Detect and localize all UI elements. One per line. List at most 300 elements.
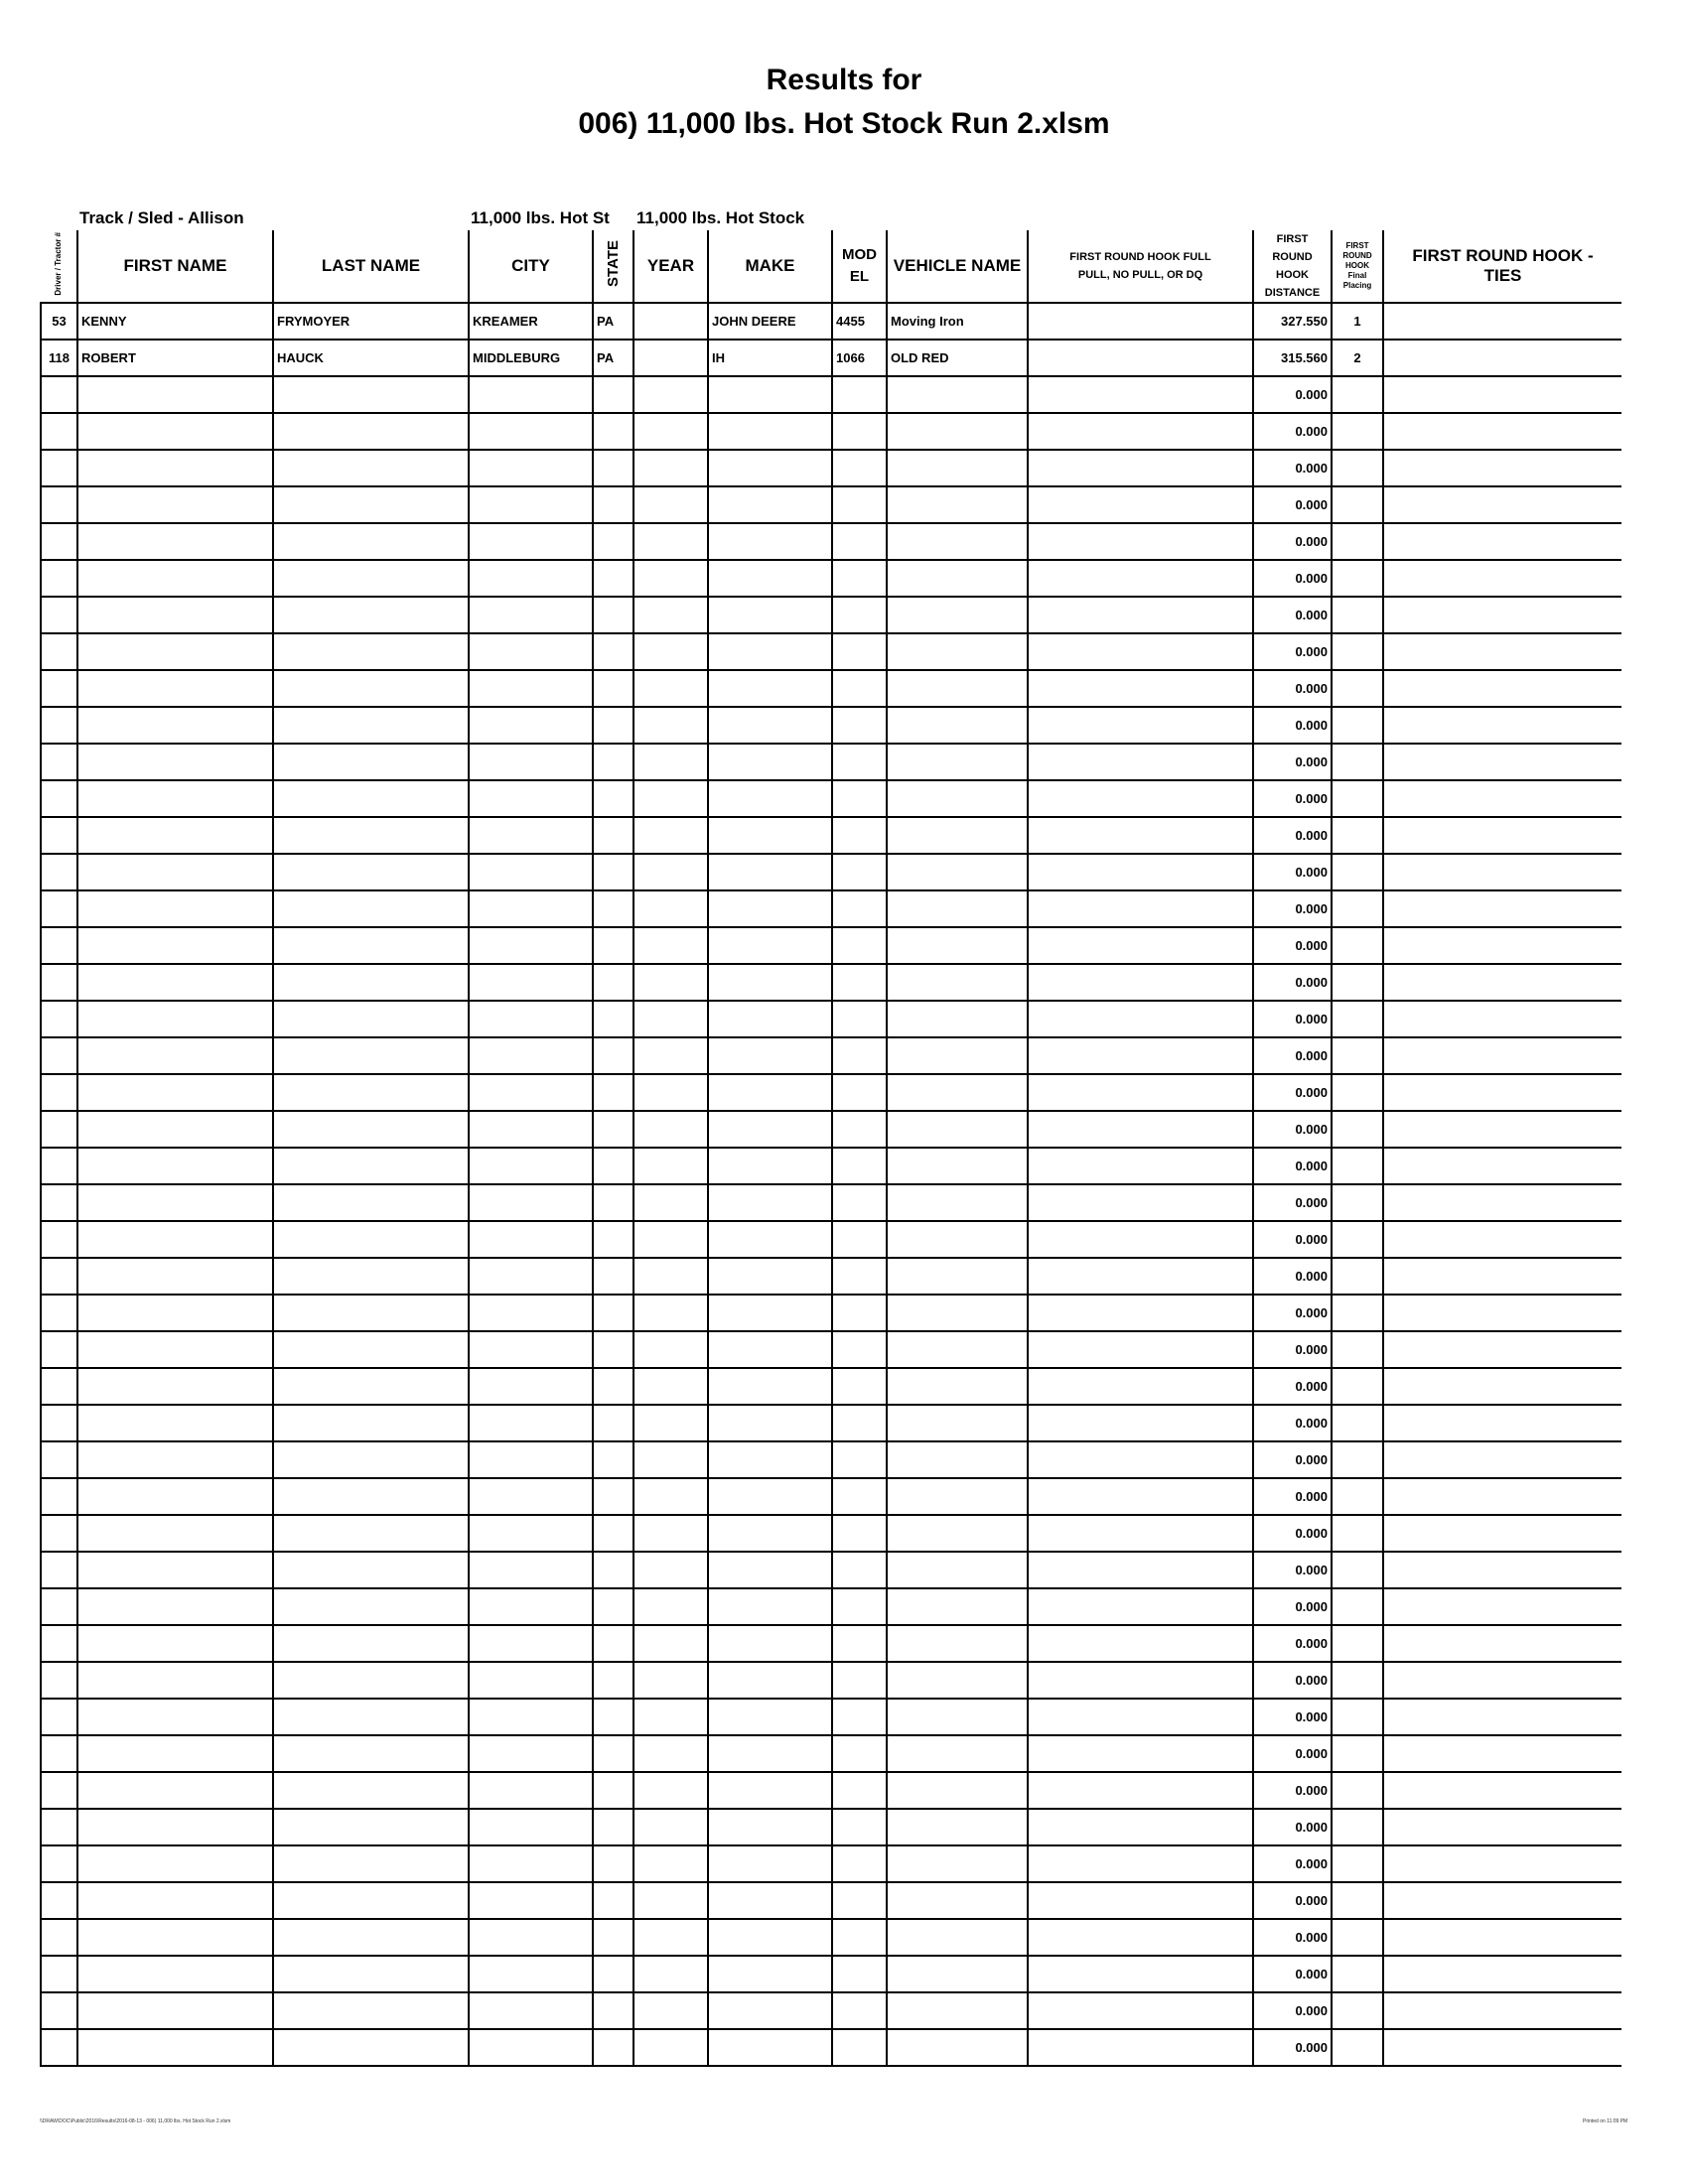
cell-last-name bbox=[273, 560, 469, 597]
cell-hook-result bbox=[1028, 1772, 1253, 1809]
cell-first-name bbox=[77, 1699, 273, 1735]
table-row bbox=[41, 1148, 1621, 1184]
cell-city bbox=[469, 1405, 593, 1441]
cell-year bbox=[633, 486, 708, 523]
table-row bbox=[41, 1111, 1621, 1148]
cell-model bbox=[832, 817, 887, 854]
cell-last-name bbox=[273, 1735, 469, 1772]
cell-final-placing bbox=[1332, 1588, 1383, 1625]
cell-state bbox=[593, 1735, 633, 1772]
cell-city bbox=[469, 1662, 593, 1699]
cell-year bbox=[633, 1662, 708, 1699]
cell-state: PA bbox=[593, 340, 633, 376]
cell-year bbox=[633, 1552, 708, 1588]
cell-model bbox=[832, 854, 887, 890]
cell-first-name bbox=[77, 1331, 273, 1368]
cell-final-placing bbox=[1332, 450, 1383, 486]
cell-last-name bbox=[273, 1295, 469, 1331]
cell-year bbox=[633, 560, 708, 597]
cell-make bbox=[708, 1074, 832, 1111]
cell-ties bbox=[1383, 1662, 1621, 1699]
cell-last-name bbox=[273, 1588, 469, 1625]
cell-city bbox=[469, 854, 593, 890]
cell-make bbox=[708, 486, 832, 523]
cell-first-name bbox=[77, 1919, 273, 1956]
cell-state bbox=[593, 1992, 633, 2029]
cell-city bbox=[469, 1478, 593, 1515]
cell-year bbox=[633, 450, 708, 486]
cell-driver-number bbox=[41, 376, 77, 413]
cell-city bbox=[469, 780, 593, 817]
cell-state bbox=[593, 817, 633, 854]
cell-hook-distance: 0.000 bbox=[1253, 1258, 1332, 1295]
cell-make bbox=[708, 560, 832, 597]
cell-model bbox=[832, 1221, 887, 1258]
cell-city bbox=[469, 560, 593, 597]
cell-driver-number bbox=[41, 670, 77, 707]
table-row bbox=[41, 744, 1621, 780]
cell-driver-number bbox=[41, 1552, 77, 1588]
cell-driver-number bbox=[41, 817, 77, 854]
cell-ties bbox=[1383, 1111, 1621, 1148]
cell-last-name bbox=[273, 707, 469, 744]
cell-final-placing bbox=[1332, 1037, 1383, 1074]
cell-year bbox=[633, 780, 708, 817]
cell-vehicle-name bbox=[887, 1148, 1028, 1184]
cell-hook-distance: 0.000 bbox=[1253, 560, 1332, 597]
cell-last-name bbox=[273, 1368, 469, 1405]
cell-year bbox=[633, 1992, 708, 2029]
cell-hook-distance: 0.000 bbox=[1253, 964, 1332, 1001]
cell-first-name bbox=[77, 1515, 273, 1552]
cell-last-name bbox=[273, 1478, 469, 1515]
cell-final-placing bbox=[1332, 1845, 1383, 1882]
cell-first-name bbox=[77, 1368, 273, 1405]
cell-hook-distance: 0.000 bbox=[1253, 1148, 1332, 1184]
cell-driver-number bbox=[41, 1295, 77, 1331]
cell-driver-number bbox=[41, 1074, 77, 1111]
cell-final-placing bbox=[1332, 1625, 1383, 1662]
cell-final-placing bbox=[1332, 1515, 1383, 1552]
cell-make bbox=[708, 1809, 832, 1845]
cell-vehicle-name bbox=[887, 486, 1028, 523]
cell-city bbox=[469, 707, 593, 744]
table-row bbox=[41, 1001, 1621, 1037]
cell-year bbox=[633, 1735, 708, 1772]
cell-last-name bbox=[273, 890, 469, 927]
cell-final-placing bbox=[1332, 486, 1383, 523]
cell-first-name bbox=[77, 1258, 273, 1295]
cell-hook-distance: 0.000 bbox=[1253, 817, 1332, 854]
cell-city bbox=[469, 1625, 593, 1662]
cell-ties bbox=[1383, 780, 1621, 817]
cell-make bbox=[708, 1148, 832, 1184]
cell-city bbox=[469, 1772, 593, 1809]
cell-hook-distance: 0.000 bbox=[1253, 1772, 1332, 1809]
cell-hook-result bbox=[1028, 1588, 1253, 1625]
header-final-placing: FIRST ROUND HOOK Final Placing bbox=[1332, 230, 1383, 303]
table-row bbox=[41, 1405, 1621, 1441]
cell-model: 4455 bbox=[832, 303, 887, 340]
cell-hook-result bbox=[1028, 1625, 1253, 1662]
cell-hook-result bbox=[1028, 523, 1253, 560]
table-row bbox=[41, 927, 1621, 964]
header-last-name: LAST NAME bbox=[273, 230, 469, 303]
cell-hook-distance: 0.000 bbox=[1253, 1221, 1332, 1258]
cell-first-name bbox=[77, 486, 273, 523]
cell-driver-number bbox=[41, 1845, 77, 1882]
cell-hook-result bbox=[1028, 1809, 1253, 1845]
cell-last-name bbox=[273, 1111, 469, 1148]
cell-ties bbox=[1383, 413, 1621, 450]
cell-model bbox=[832, 1919, 887, 1956]
cell-final-placing bbox=[1332, 817, 1383, 854]
cell-vehicle-name bbox=[887, 376, 1028, 413]
cell-state bbox=[593, 1515, 633, 1552]
cell-model bbox=[832, 1845, 887, 1882]
table-row bbox=[41, 1441, 1621, 1478]
table-row bbox=[41, 1368, 1621, 1405]
cell-hook-distance: 0.000 bbox=[1253, 1478, 1332, 1515]
cell-driver-number bbox=[41, 1772, 77, 1809]
cell-hook-result bbox=[1028, 376, 1253, 413]
cell-make: IH bbox=[708, 340, 832, 376]
cell-hook-result bbox=[1028, 303, 1253, 340]
cell-first-name: KENNY bbox=[77, 303, 273, 340]
cell-driver-number bbox=[41, 927, 77, 964]
cell-state bbox=[593, 1552, 633, 1588]
cell-ties bbox=[1383, 486, 1621, 523]
cell-vehicle-name bbox=[887, 1074, 1028, 1111]
cell-final-placing bbox=[1332, 707, 1383, 744]
table-row bbox=[41, 1772, 1621, 1809]
cell-driver-number bbox=[41, 413, 77, 450]
cell-city bbox=[469, 486, 593, 523]
cell-state bbox=[593, 1295, 633, 1331]
cell-state bbox=[593, 2029, 633, 2066]
cell-final-placing bbox=[1332, 413, 1383, 450]
cell-driver-number bbox=[41, 2029, 77, 2066]
table-row bbox=[41, 340, 1621, 376]
cell-vehicle-name bbox=[887, 560, 1028, 597]
cell-state bbox=[593, 1662, 633, 1699]
table-row bbox=[41, 1295, 1621, 1331]
cell-make bbox=[708, 854, 832, 890]
table-row bbox=[41, 523, 1621, 560]
cell-first-name bbox=[77, 670, 273, 707]
cell-model bbox=[832, 1515, 887, 1552]
cell-make bbox=[708, 450, 832, 486]
cell-hook-distance: 0.000 bbox=[1253, 1588, 1332, 1625]
cell-city bbox=[469, 1845, 593, 1882]
cell-hook-result bbox=[1028, 1662, 1253, 1699]
cell-ties bbox=[1383, 890, 1621, 927]
cell-hook-distance: 0.000 bbox=[1253, 1331, 1332, 1368]
cell-hook-result bbox=[1028, 1735, 1253, 1772]
cell-make bbox=[708, 707, 832, 744]
cell-hook-distance: 0.000 bbox=[1253, 413, 1332, 450]
cell-hook-distance: 0.000 bbox=[1253, 1625, 1332, 1662]
cell-model bbox=[832, 1625, 887, 1662]
cell-state bbox=[593, 1478, 633, 1515]
cell-year bbox=[633, 523, 708, 560]
cell-ties bbox=[1383, 1148, 1621, 1184]
cell-hook-distance: 0.000 bbox=[1253, 780, 1332, 817]
cell-ties bbox=[1383, 1001, 1621, 1037]
cell-vehicle-name bbox=[887, 1882, 1028, 1919]
cell-hook-distance: 0.000 bbox=[1253, 633, 1332, 670]
cell-vehicle-name bbox=[887, 1478, 1028, 1515]
cell-make bbox=[708, 927, 832, 964]
cell-city bbox=[469, 1001, 593, 1037]
cell-ties bbox=[1383, 376, 1621, 413]
cell-final-placing bbox=[1332, 780, 1383, 817]
cell-state bbox=[593, 1809, 633, 1845]
cell-last-name: FRYMOYER bbox=[273, 303, 469, 340]
cell-hook-distance: 0.000 bbox=[1253, 450, 1332, 486]
cell-ties bbox=[1383, 1625, 1621, 1662]
header-driver-tractor: Driver / Tractor # bbox=[41, 230, 77, 303]
cell-hook-result bbox=[1028, 817, 1253, 854]
cell-hook-distance: 0.000 bbox=[1253, 1074, 1332, 1111]
cell-model bbox=[832, 1001, 887, 1037]
cell-vehicle-name bbox=[887, 1552, 1028, 1588]
cell-model bbox=[832, 1588, 887, 1625]
cell-first-name bbox=[77, 633, 273, 670]
cell-vehicle-name bbox=[887, 1037, 1028, 1074]
cell-ties bbox=[1383, 1882, 1621, 1919]
cell-ties bbox=[1383, 1845, 1621, 1882]
cell-make bbox=[708, 376, 832, 413]
cell-first-name bbox=[77, 560, 273, 597]
cell-hook-result bbox=[1028, 1919, 1253, 1956]
cell-last-name bbox=[273, 744, 469, 780]
table-header-row bbox=[41, 230, 1621, 303]
table-row bbox=[41, 854, 1621, 890]
cell-year bbox=[633, 707, 708, 744]
cell-hook-distance: 0.000 bbox=[1253, 1809, 1332, 1845]
cell-vehicle-name bbox=[887, 1405, 1028, 1441]
cell-model bbox=[832, 1441, 887, 1478]
cell-driver-number bbox=[41, 1919, 77, 1956]
header-city: CITY bbox=[469, 230, 593, 303]
cell-hook-distance: 0.000 bbox=[1253, 597, 1332, 633]
cell-make bbox=[708, 1184, 832, 1221]
cell-first-name bbox=[77, 817, 273, 854]
cell-ties bbox=[1383, 1588, 1621, 1625]
cell-state bbox=[593, 1405, 633, 1441]
cell-first-name bbox=[77, 1478, 273, 1515]
header-hook-distance: FIRST ROUND HOOK DISTANCE bbox=[1253, 230, 1332, 303]
cell-state: PA bbox=[593, 303, 633, 340]
cell-hook-distance: 0.000 bbox=[1253, 2029, 1332, 2066]
cell-driver-number bbox=[41, 744, 77, 780]
table-row bbox=[41, 1552, 1621, 1588]
cell-model bbox=[832, 2029, 887, 2066]
cell-ties bbox=[1383, 1295, 1621, 1331]
page-title-line-1: Results for bbox=[766, 64, 922, 96]
cell-driver-number bbox=[41, 1368, 77, 1405]
cell-model bbox=[832, 1552, 887, 1588]
cell-hook-distance: 0.000 bbox=[1253, 1882, 1332, 1919]
cell-ties bbox=[1383, 1405, 1621, 1441]
table-row bbox=[41, 1258, 1621, 1295]
cell-year bbox=[633, 1111, 708, 1148]
cell-vehicle-name bbox=[887, 1001, 1028, 1037]
cell-year bbox=[633, 1001, 708, 1037]
cell-driver-number bbox=[41, 633, 77, 670]
cell-hook-distance: 0.000 bbox=[1253, 1552, 1332, 1588]
cell-hook-result bbox=[1028, 707, 1253, 744]
cell-last-name bbox=[273, 670, 469, 707]
cell-model bbox=[832, 1258, 887, 1295]
cell-last-name bbox=[273, 1882, 469, 1919]
cell-hook-distance: 0.000 bbox=[1253, 376, 1332, 413]
cell-last-name bbox=[273, 927, 469, 964]
cell-year bbox=[633, 340, 708, 376]
cell-driver-number bbox=[41, 1478, 77, 1515]
cell-driver-number bbox=[41, 1992, 77, 2029]
cell-driver-number bbox=[41, 1441, 77, 1478]
cell-model bbox=[832, 523, 887, 560]
cell-ties bbox=[1383, 1735, 1621, 1772]
cell-model bbox=[832, 744, 887, 780]
cell-ties bbox=[1383, 2029, 1621, 2066]
cell-first-name bbox=[77, 927, 273, 964]
cell-hook-result bbox=[1028, 597, 1253, 633]
cell-hook-distance: 0.000 bbox=[1253, 1295, 1332, 1331]
cell-make bbox=[708, 1221, 832, 1258]
cell-city bbox=[469, 413, 593, 450]
cell-state bbox=[593, 890, 633, 927]
cell-model bbox=[832, 1074, 887, 1111]
cell-vehicle-name bbox=[887, 744, 1028, 780]
cell-city bbox=[469, 633, 593, 670]
cell-vehicle-name bbox=[887, 1111, 1028, 1148]
cell-first-name bbox=[77, 1992, 273, 2029]
cell-first-name bbox=[77, 1184, 273, 1221]
table-row bbox=[41, 1221, 1621, 1258]
table-row bbox=[41, 560, 1621, 597]
cell-model bbox=[832, 376, 887, 413]
cell-final-placing bbox=[1332, 633, 1383, 670]
cell-model bbox=[832, 1331, 887, 1368]
cell-make bbox=[708, 1441, 832, 1478]
cell-ties bbox=[1383, 523, 1621, 560]
cell-state bbox=[593, 597, 633, 633]
cell-final-placing bbox=[1332, 1295, 1383, 1331]
cell-hook-distance: 0.000 bbox=[1253, 1845, 1332, 1882]
cell-model bbox=[832, 890, 887, 927]
cell-driver-number bbox=[41, 1882, 77, 1919]
cell-hook-result bbox=[1028, 1845, 1253, 1882]
cell-ties bbox=[1383, 340, 1621, 376]
cell-ties bbox=[1383, 670, 1621, 707]
cell-final-placing bbox=[1332, 1405, 1383, 1441]
cell-ties bbox=[1383, 1074, 1621, 1111]
cell-city bbox=[469, 1074, 593, 1111]
cell-driver-number bbox=[41, 890, 77, 927]
cell-first-name bbox=[77, 890, 273, 927]
cell-state bbox=[593, 1074, 633, 1111]
cell-city bbox=[469, 1552, 593, 1588]
header-model: MOD EL bbox=[832, 230, 887, 303]
cell-hook-result bbox=[1028, 450, 1253, 486]
cell-hook-result bbox=[1028, 1001, 1253, 1037]
cell-ties bbox=[1383, 1956, 1621, 1992]
cell-last-name bbox=[273, 1845, 469, 1882]
table-row bbox=[41, 817, 1621, 854]
cell-make bbox=[708, 890, 832, 927]
table-row bbox=[41, 633, 1621, 670]
cell-year bbox=[633, 890, 708, 927]
cell-hook-result bbox=[1028, 927, 1253, 964]
cell-vehicle-name bbox=[887, 633, 1028, 670]
cell-final-placing bbox=[1332, 1001, 1383, 1037]
cell-model bbox=[832, 1699, 887, 1735]
cell-year bbox=[633, 670, 708, 707]
cell-first-name bbox=[77, 2029, 273, 2066]
cell-ties bbox=[1383, 1331, 1621, 1368]
cell-make bbox=[708, 1845, 832, 1882]
cell-state bbox=[593, 1625, 633, 1662]
cell-driver-number bbox=[41, 1735, 77, 1772]
cell-last-name bbox=[273, 1148, 469, 1184]
table-row bbox=[41, 486, 1621, 523]
cell-hook-distance: 0.000 bbox=[1253, 1992, 1332, 2029]
cell-first-name bbox=[77, 854, 273, 890]
cell-vehicle-name bbox=[887, 1992, 1028, 2029]
cell-year bbox=[633, 1845, 708, 1882]
cell-model bbox=[832, 707, 887, 744]
cell-vehicle-name bbox=[887, 927, 1028, 964]
cell-model bbox=[832, 597, 887, 633]
cell-year bbox=[633, 744, 708, 780]
cell-hook-result bbox=[1028, 1111, 1253, 1148]
cell-vehicle-name bbox=[887, 1772, 1028, 1809]
cell-year bbox=[633, 1258, 708, 1295]
cell-city bbox=[469, 1735, 593, 1772]
cell-model bbox=[832, 1809, 887, 1845]
cell-hook-distance: 0.000 bbox=[1253, 1735, 1332, 1772]
cell-year bbox=[633, 1772, 708, 1809]
table-row bbox=[41, 2029, 1621, 2066]
cell-state bbox=[593, 413, 633, 450]
cell-vehicle-name bbox=[887, 1515, 1028, 1552]
cell-driver-number: 118 bbox=[41, 340, 77, 376]
cell-model bbox=[832, 927, 887, 964]
cell-driver-number bbox=[41, 1809, 77, 1845]
cell-vehicle-name bbox=[887, 2029, 1028, 2066]
cell-year bbox=[633, 633, 708, 670]
cell-last-name bbox=[273, 1037, 469, 1074]
cell-make bbox=[708, 1662, 832, 1699]
cell-last-name bbox=[273, 1625, 469, 1662]
header-first-name: FIRST NAME bbox=[77, 230, 273, 303]
cell-driver-number bbox=[41, 1625, 77, 1662]
cell-ties bbox=[1383, 1368, 1621, 1405]
cell-first-name bbox=[77, 1221, 273, 1258]
cell-city bbox=[469, 1699, 593, 1735]
cell-first-name bbox=[77, 1074, 273, 1111]
cell-driver-number bbox=[41, 780, 77, 817]
cell-city bbox=[469, 1221, 593, 1258]
cell-final-placing bbox=[1332, 1331, 1383, 1368]
cell-city bbox=[469, 523, 593, 560]
cell-year bbox=[633, 1478, 708, 1515]
cell-first-name bbox=[77, 1625, 273, 1662]
cell-make bbox=[708, 817, 832, 854]
